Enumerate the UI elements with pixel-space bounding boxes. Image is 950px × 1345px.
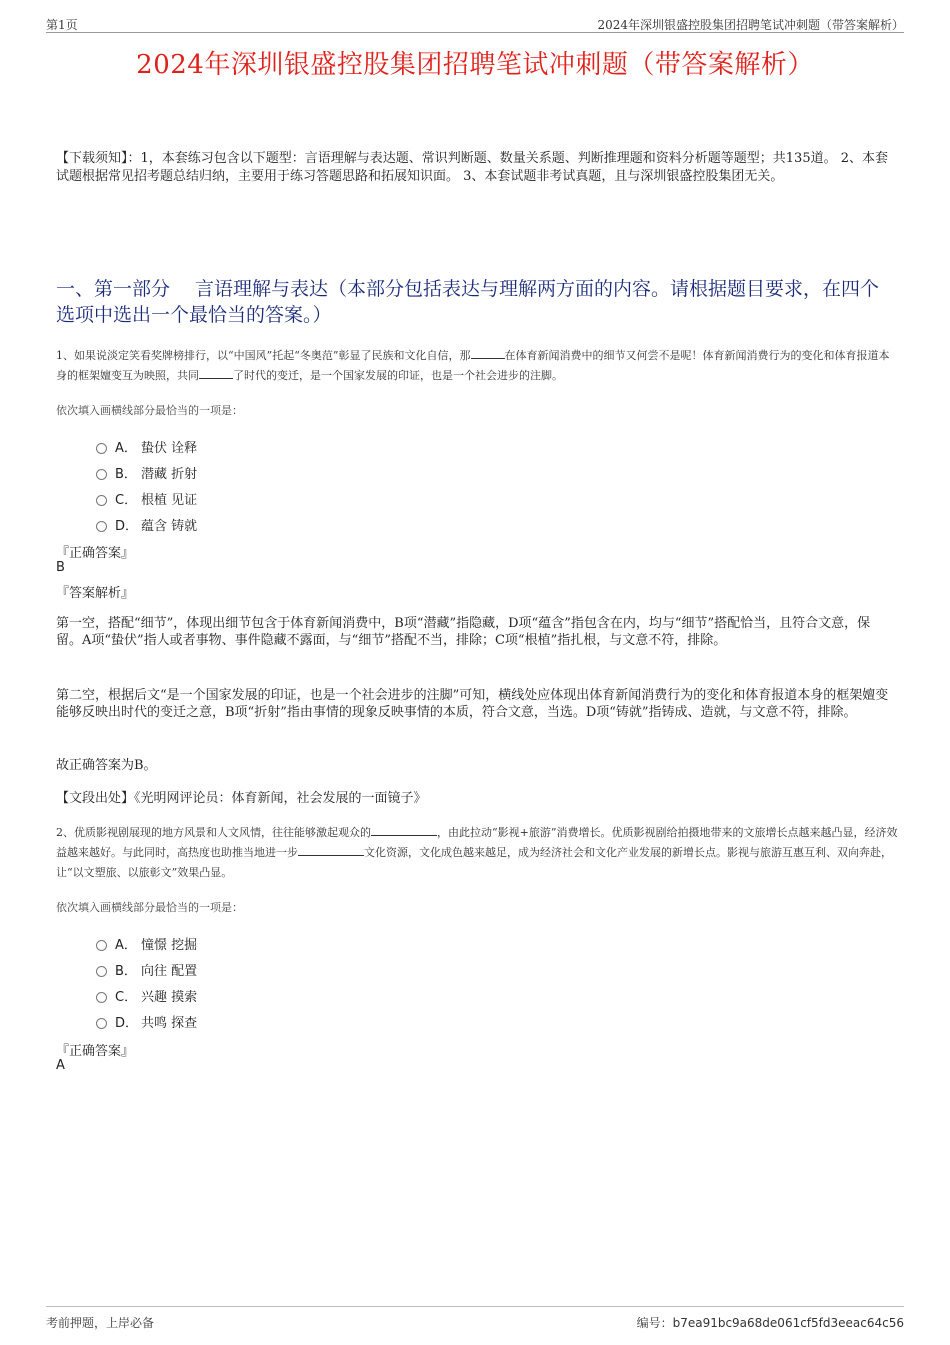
option-c[interactable]: C． 兴趣 摸索 <box>96 982 197 1008</box>
page-number: 第1页 <box>46 18 78 32</box>
radio-icon[interactable] <box>96 966 107 977</box>
option-b[interactable]: B． 向往 配置 <box>96 956 197 982</box>
document-title: 2024年深圳银盛控股集团招聘笔试冲刺题（带答案解析） <box>136 50 814 80</box>
radio-icon[interactable] <box>96 469 107 480</box>
analysis-conclusion: 故正确答案为B。 <box>56 758 157 773</box>
download-notice: 【下载须知】：1，本套练习包含以下题型：言语理解与表达题、常识判断题、数量关系题、判断推理题和资料分析题等题型；共135道。 2、本套试题根据常见招考题总结归纳，主要用于练习答题思路和拓展知识面。 3、本套试题非考试真题，且与深圳银盛控股集团无关。 <box>56 151 888 184</box>
option-d[interactable]: D． 蕴含 铸就 <box>96 511 197 537</box>
option-a[interactable]: A． 蛰伏 诠释 <box>96 433 197 459</box>
fill-blank <box>199 368 233 379</box>
page-footer <box>46 1306 904 1331</box>
section-heading: 一、第一部分 言语理解与表达（本部分包括表达与理解两方面的内容。请根据题目要求，在四个选项中选出一个最恰当的答案。） <box>56 278 880 326</box>
question-1-options <box>96 433 197 537</box>
analysis-label: 『答案解析』 <box>56 586 135 601</box>
option-a[interactable]: A． 憧憬 挖掘 <box>96 930 197 956</box>
correct-answer: B <box>56 560 65 575</box>
source-citation: 【文段出处】《光明网评论员：体育新闻，社会发展的一面镜子》 <box>56 791 427 806</box>
question-1-text: 1、如果说淡定笑看奖牌榜排行，以“中国风”托起“冬奥范”彰显了民族和文化自信，那 在体育新闻消费中的细节又何尝不是呢！体育新闻消费行为的变化和体育报道本身的框架嬗变互为映照，共同 了时代的变迁，是一个国家发展的印证，也是一个社会进步的注脚。 <box>56 349 890 382</box>
radio-icon[interactable] <box>96 495 107 506</box>
footer-slogan: 考前押题，上岸必备 <box>46 1316 155 1330</box>
analysis-paragraph-2: 第二空，根据后文“是一个国家发展的印证，也是一个社会进步的注脚”可知，横线处应体现出体育新闻消费行为的变化和体育报道本身的框架嬗变能够反映出时代的变迁之意，B项“折射”指由事情的现象反映事情的本质，符合文意，当选。D项“铸就”指铸成、造就，与文意不符，排除。 <box>56 688 889 720</box>
fill-blank <box>371 825 437 836</box>
footer-code: 编号：b7ea91bc9a68de061cf5fd3eeac64c56 <box>636 1316 904 1330</box>
radio-icon[interactable] <box>96 1018 107 1029</box>
fill-blank <box>298 845 364 856</box>
radio-icon[interactable] <box>96 521 107 532</box>
header-doc-title: 2024年深圳银盛控股集团招聘笔试冲刺题（带答案解析） <box>597 18 904 32</box>
option-c[interactable]: C． 根植 见证 <box>96 485 197 511</box>
question-2-prompt: 依次填入画横线部分最恰当的一项是： <box>56 901 243 914</box>
question-2-text: 2、优质影视剧展现的地方风景和人文风情，往往能够激起观众的 ，由此拉动“影视+旅游”消费增长。优质影视剧给拍摄地带来的文旅增长点越来越凸显，经济效益越来越好。与此同时，高热度也助推当地进一步 文化资源，文化成色越来越足，成为经济社会和文化产业发展的新增长点。影视与旅游互惠互利、双向奔赴，让“以文塑旅、以旅彰文”效果凸显。 <box>56 826 898 879</box>
analysis-paragraph-1: 第一空，搭配“细节”，体现出细节包含于体育新闻消费中，B项“潜藏”指隐藏，D项“蕴含”指包含在内，均与“细节”搭配恰当，且符合文意，保留。A项“蛰伏”指人或者事物、事件隐藏不露面，与“细节”搭配不当，排除；C项“根植”指扎根，与文意不符，排除。 <box>56 616 871 648</box>
radio-icon[interactable] <box>96 940 107 951</box>
radio-icon[interactable] <box>96 443 107 454</box>
question-2-options <box>96 930 197 1034</box>
answer-label: 『正确答案』 <box>56 1044 135 1059</box>
option-b[interactable]: B． 潜藏 折射 <box>96 459 197 485</box>
radio-icon[interactable] <box>96 992 107 1003</box>
answer-label: 『正确答案』 <box>56 546 135 561</box>
question-1-prompt: 依次填入画横线部分最恰当的一项是： <box>56 404 243 417</box>
fill-blank <box>471 348 505 359</box>
option-d[interactable]: D． 共鸣 探查 <box>96 1008 197 1034</box>
correct-answer: A <box>56 1058 65 1073</box>
page-header <box>46 14 904 33</box>
